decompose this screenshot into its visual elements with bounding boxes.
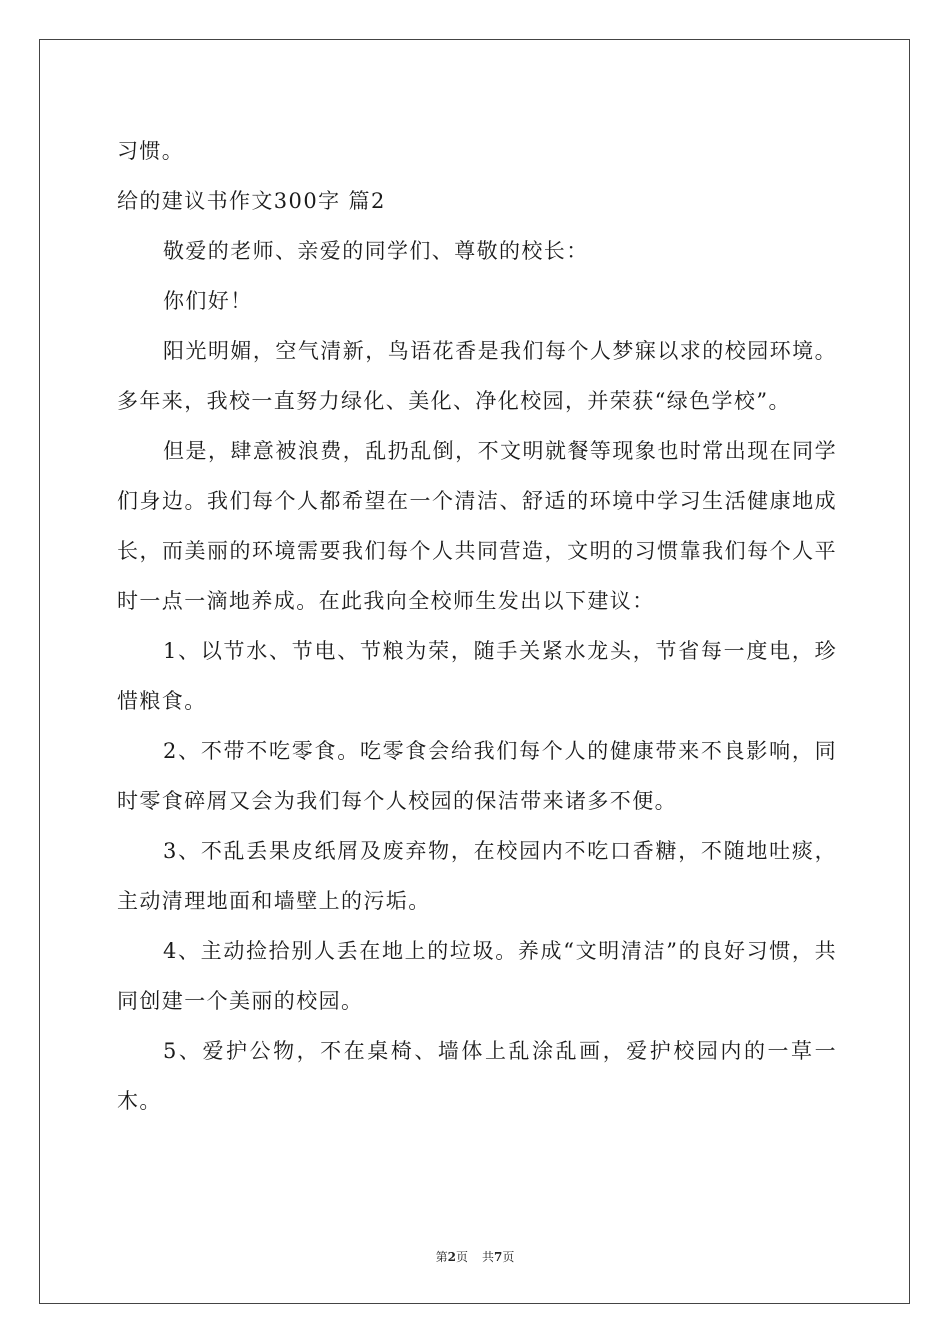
paragraph-problem: 但是，肆意被浪费，乱扔乱倒，不文明就餐等现象也时常出现在同学们身边。我们每个人都希望在一个清洁、舒适的环境中学习生活健康地成长，而美丽的环境需要我们每个人共同营造，文明的习惯靠我们每个人平时一点一滴地养成。在此我向全校师生发出以下建议：: [117, 439, 837, 613]
page-footer: [0, 1248, 950, 1265]
paragraph-intro: 阳光明媚，空气清新，鸟语花香是我们每个人梦寐以求的校园环境。多年来，我校一直努力绿化、美化、净化校园，并荣获“绿色学校”。: [117, 339, 837, 413]
salutation: 敬爱的老师、亲爱的同学们、尊敬的校长：: [163, 239, 589, 263]
footer-prefix: 第: [435, 1250, 448, 1264]
suggestion-1: 1、以节水、节电、节粮为荣，随手关紧水龙头，节省每一度电，珍惜粮食。: [117, 639, 837, 713]
suggestion-3: 3、不乱丢果皮纸屑及废弃物，在校园内不吃口香糖，不随地吐痰，主动清理地面和墙壁上的污垢。: [117, 839, 837, 913]
greeting: 你们好！: [163, 289, 253, 313]
document-body: [117, 126, 837, 1126]
footer-page-unit: 页: [455, 1250, 468, 1264]
paragraph-1: 习惯。: [117, 139, 185, 163]
suggestion-4: 4、主动捡拾别人丢在地上的垃圾。养成“文明清洁”的良好习惯，共同创建一个美丽的校园。: [117, 939, 837, 1013]
footer-total-unit: 页: [502, 1250, 515, 1264]
total-pages-number: 7: [494, 1250, 503, 1264]
current-page-number: 2: [447, 1250, 456, 1264]
suggestion-5: 5、爱护公物，不在桌椅、墙体上乱涂乱画，爱护校园内的一草一木。: [117, 1039, 837, 1113]
footer-total-prefix: 共: [482, 1250, 495, 1264]
section-heading: 给的建议书作文300字 篇2: [117, 189, 386, 213]
suggestion-2: 2、不带不吃零食。吃零食会给我们每个人的健康带来不良影响，同时零食碎屑又会为我们每个人校园的保洁带来诸多不便。: [117, 739, 837, 813]
